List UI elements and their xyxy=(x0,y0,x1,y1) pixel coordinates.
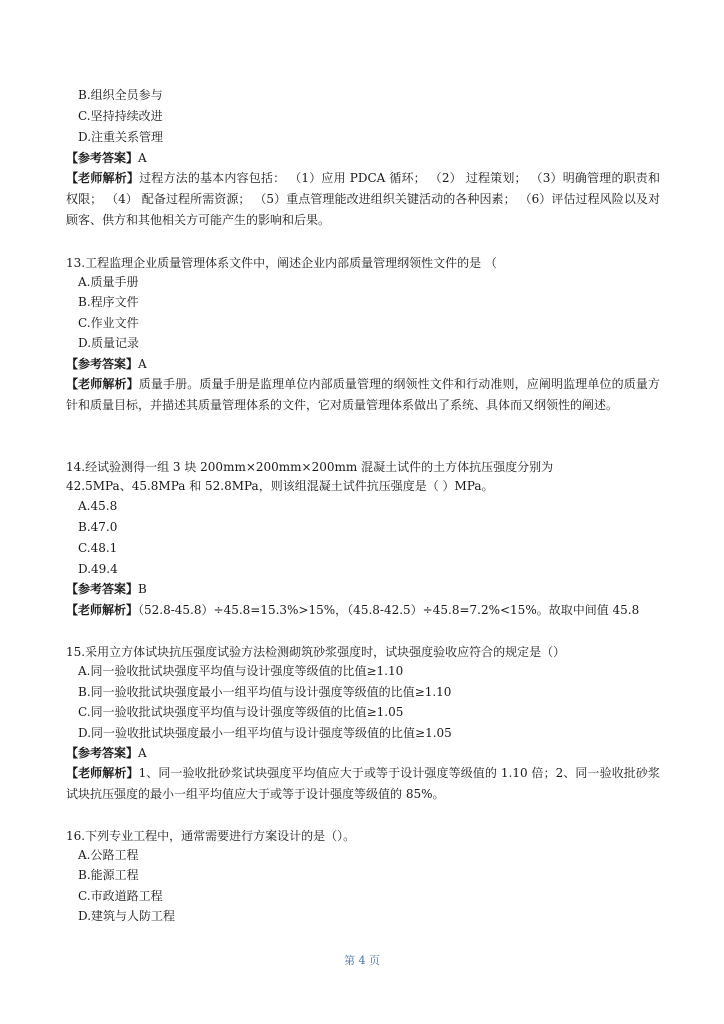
q13-option-a: A.质量手册 xyxy=(78,275,139,289)
q15-answer-line xyxy=(66,746,147,761)
analysis-text: （52.8-45.8）÷45.8=15.3%>15%，（45.8-42.5）÷45.8=7.2%<15%。故取中间值 45.8 xyxy=(138,603,640,617)
answer-label: 【参考答案】 xyxy=(66,151,139,165)
analysis-label: 【老师解析】 xyxy=(66,603,139,617)
q13-option-d: D.质量记录 xyxy=(78,336,140,350)
question-15-stem: 15.采用立方体试块抗压强度试验方法检测砌筑砂浆强度时，试块强度验收应符合的规定是（） xyxy=(66,645,566,659)
q14-option-b: B.47.0 xyxy=(78,520,118,534)
q13-option-c: C.作业文件 xyxy=(78,316,139,330)
q13-option-b: B.程序文件 xyxy=(78,295,139,309)
analysis-text: 过程方法的基本内容包括： （1）应用 PDCA 循环； （2） 过程策划； （3）明确管理的职责和权限； （4） 配备过程所需资源； （5）重点管理能改进组织关键活动的各种因素； （6）评估过程风险以及对顾客、供方和其他相关方可能产生的影响和后果。 xyxy=(66,171,660,227)
question-16-stem: 16.下列专业工程中，通常需要进行方案设计的是（）。 xyxy=(66,829,356,843)
q13-analysis-paragraph xyxy=(66,374,660,416)
option-d: D.注重关系管理 xyxy=(78,130,164,144)
answer-line xyxy=(66,151,147,166)
answer-value: A xyxy=(138,151,147,165)
q15-option-c: C.同一验收批试块强度平均值与设计强度等级值的比值≥1.05 xyxy=(78,705,404,719)
q15-option-b: B.同一验收批试块强度最小一组平均值与设计强度等级值的比值≥1.10 xyxy=(78,685,452,699)
q15-analysis-paragraph xyxy=(66,763,660,805)
q16-option-a: A.公路工程 xyxy=(78,848,139,862)
q14-analysis-line xyxy=(66,603,639,618)
option-c: C.坚持持续改进 xyxy=(78,109,163,123)
answer-label: 【参考答案】 xyxy=(66,357,139,371)
question-13-stem: 13.工程监理企业质量管理体系文件中，阐述企业内部质量管理纲领性文件的是 （ xyxy=(66,256,497,270)
q14-answer-line xyxy=(66,582,147,597)
q13-answer-line xyxy=(66,357,147,372)
option-b: B.组织全员参与 xyxy=(78,88,163,102)
q15-option-d: D.同一验收批试块强度最小一组平均值与设计强度等级值的比值≥1.05 xyxy=(78,726,452,740)
answer-value: A xyxy=(138,357,147,371)
q14-option-d: D.49.4 xyxy=(78,562,118,576)
answer-label: 【参考答案】 xyxy=(66,582,139,596)
q15-option-a: A.同一验收批试块强度平均值与设计强度等级值的比值≥1.10 xyxy=(78,664,404,678)
analysis-label: 【老师解析】 xyxy=(66,766,139,780)
analysis-paragraph xyxy=(66,168,660,231)
analysis-label: 【老师解析】 xyxy=(66,377,139,391)
q16-option-d: D.建筑与人防工程 xyxy=(78,909,176,923)
page-number: 第 4 页 xyxy=(344,954,380,967)
analysis-text: 1、同一验收批砂浆试块强度平均值应大于或等于设计强度等级值的 1.10 倍；2、同一验收批砂浆试块抗压强度的最小一组平均值应大于或等于设计强度等级值的 85%。 xyxy=(66,766,660,801)
question-14-stem-line1: 14.经试验测得一组 3 块 200mm×200mm×200mm 混凝土试件的土方体抗压强度分别为 xyxy=(66,460,554,474)
analysis-text: 质量手册。质量手册是监理单位内部质量管理的纲领性文件和行动准则，应阐明监理单位的质量方针和质量目标，并描述其质量管理体系的文件，它对质量管理体系做出了系统、具体而又纲领性的阐述。 xyxy=(66,377,660,412)
answer-value: B xyxy=(138,582,147,596)
q16-option-b: B.能源工程 xyxy=(78,868,139,882)
q14-option-a: A.45.8 xyxy=(78,499,118,513)
question-14-stem-line2: 42.5MPa、45.8MPa 和 52.8MPa，则该组混凝土试件抗压强度是（ ）MPa。 xyxy=(66,479,494,493)
analysis-label: 【老师解析】 xyxy=(66,171,140,185)
answer-label: 【参考答案】 xyxy=(66,746,139,760)
q16-option-c: C.市政道路工程 xyxy=(78,889,163,903)
answer-value: A xyxy=(138,746,147,760)
q14-option-c: C.48.1 xyxy=(78,541,118,555)
